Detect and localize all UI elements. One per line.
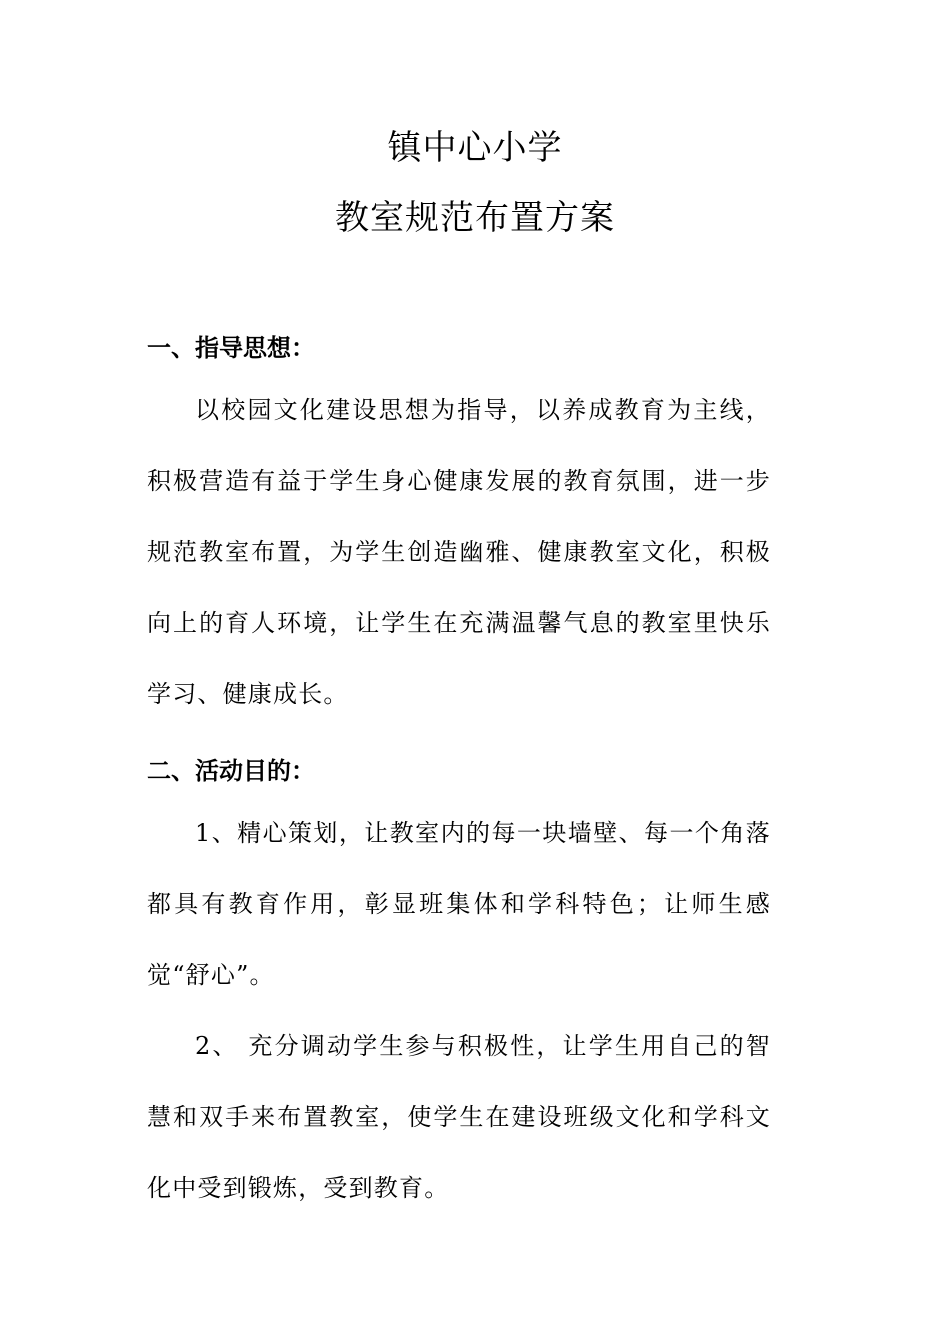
- section-paragraph: 以校园文化建设思想为指导，以养成教育为主线，积极营造有益于学生身心健康发展的教育氛围，进一步规范教室布置，为学生创造幽雅、健康教室文化，积极向上的育人环境，让学生在充满温馨气息的教室里快乐学习、健康成长。: [147, 396, 771, 708]
- section-heading-guiding-ideology: 一、指导思想：: [147, 334, 315, 362]
- section-heading-activity-purpose: 二、活动目的：: [147, 757, 315, 785]
- document-title-school: 镇中心小学: [387, 128, 563, 168]
- section-paragraph: 2、 充分调动学生参与积极性，让学生用自己的智慧和双手来布置教室，使学生在建设班级文化和学科文化中受到锻炼，受到教育。: [147, 1032, 771, 1202]
- section-paragraph: 1、精心策划，让教室内的每一块墙壁、每一个角落都具有教育作用，彰显班集体和学科特色；让师生感觉“舒心”。: [147, 819, 771, 989]
- document-title-plan: 教室规范布置方案: [335, 198, 615, 238]
